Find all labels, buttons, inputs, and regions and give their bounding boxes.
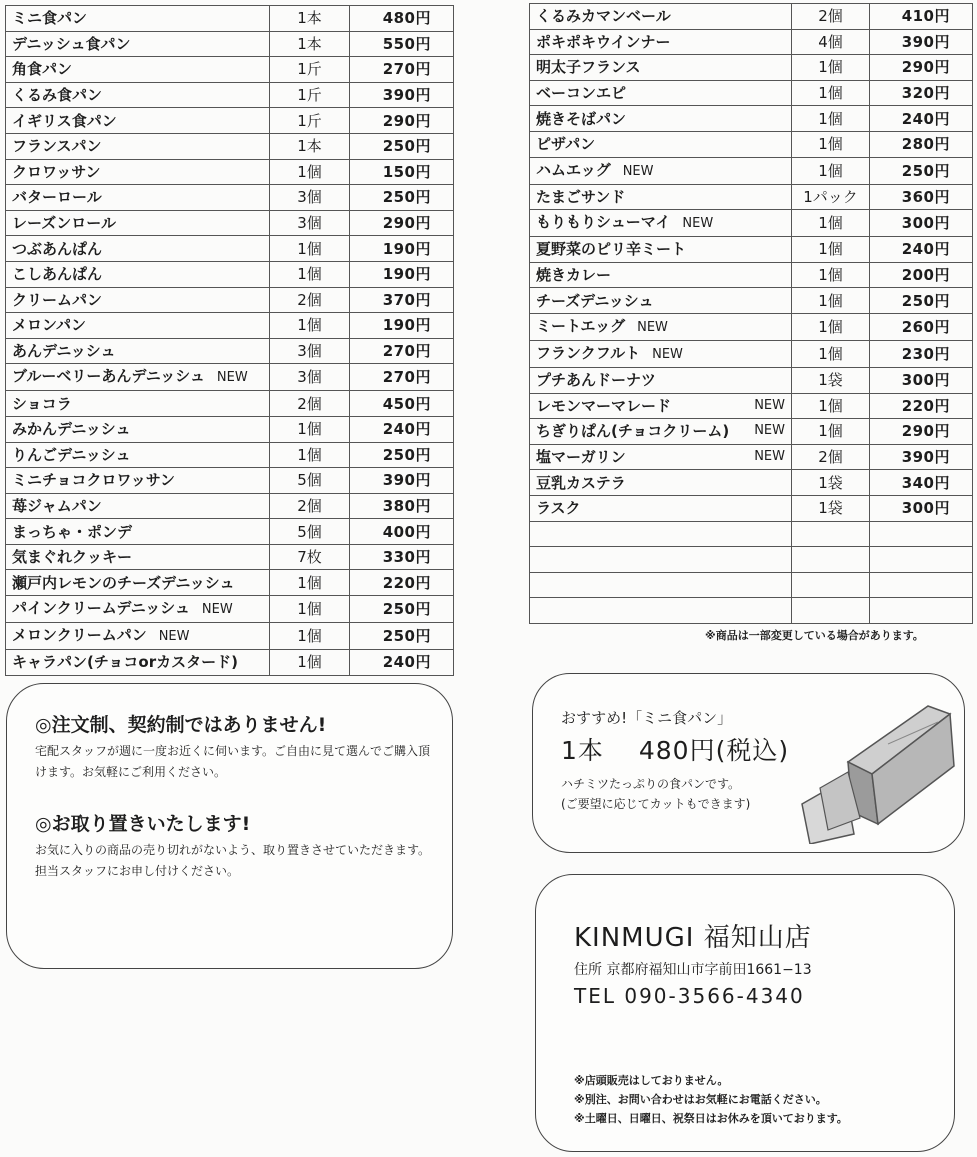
new-badge: NEW [622, 163, 654, 179]
item-name-cell [530, 393, 792, 419]
item-name-cell [6, 468, 270, 494]
new-badge: NEW [754, 449, 785, 465]
item-price: 240円 [350, 650, 454, 676]
item-name: ハムエッグ [536, 160, 611, 179]
item-price: 390円 [350, 82, 454, 108]
item-quantity: 1本 [270, 6, 350, 32]
item-name-cell [530, 444, 792, 470]
item-name-cell [530, 237, 792, 263]
item-name: プチあんドーナツ [536, 371, 656, 390]
table-row [530, 340, 973, 367]
item-name: まっちゃ・ポンデ [12, 522, 133, 541]
promo-title: おすすめ!「ミニ食パン」 [561, 709, 733, 727]
item-name: レモンマーマレード [536, 396, 672, 415]
item-name-cell [530, 367, 792, 393]
item-price: 320円 [870, 80, 973, 106]
item-price [870, 572, 973, 598]
item-price: 240円 [870, 106, 973, 132]
item-quantity: 5個 [270, 519, 350, 545]
item-quantity: 1斤 [270, 82, 350, 108]
item-quantity [792, 547, 870, 573]
item-quantity: 3個 [270, 185, 350, 211]
table-row [6, 442, 454, 468]
table-row [530, 157, 973, 184]
table-row [6, 493, 454, 519]
new-badge: NEW [201, 602, 233, 618]
item-name-cell [530, 210, 792, 237]
table-row [6, 391, 454, 417]
table-row [6, 596, 454, 623]
item-name-cell [6, 159, 270, 185]
item-price: 380円 [350, 493, 454, 519]
item-quantity: 1個 [792, 419, 870, 445]
item-name-cell [530, 80, 792, 106]
item-name: レーズンロール [12, 214, 116, 233]
item-name-cell [6, 570, 270, 596]
item-price [870, 547, 973, 573]
item-name-cell [530, 4, 792, 30]
table-row [6, 133, 454, 159]
table-row [530, 55, 973, 81]
item-name-cell [6, 82, 270, 108]
item-name: メロンクリームパン [12, 626, 147, 645]
item-quantity: 1個 [792, 106, 870, 132]
table-row [6, 108, 454, 134]
promo-box [532, 673, 965, 853]
item-quantity: 1個 [792, 313, 870, 340]
item-quantity: 1個 [270, 442, 350, 468]
item-price: 190円 [350, 236, 454, 262]
item-quantity: 1袋 [792, 470, 870, 496]
table-row [530, 80, 973, 106]
item-price: 230円 [870, 340, 973, 367]
table-row [530, 237, 973, 263]
item-name: ショコラ [12, 394, 72, 413]
item-price: 480円 [350, 6, 454, 32]
item-name: バターロール [12, 188, 102, 207]
item-name-cell [6, 108, 270, 134]
item-name: ミニチョコクロワッサン [12, 471, 176, 490]
right-menu-table [529, 3, 973, 624]
item-price: 290円 [870, 419, 973, 445]
item-name: 明太子フランス [536, 58, 641, 77]
item-price: 290円 [350, 108, 454, 134]
item-name-cell [6, 416, 270, 442]
table-row [530, 262, 973, 288]
item-price: 250円 [350, 133, 454, 159]
table-row [6, 519, 454, 545]
table-row [6, 261, 454, 287]
item-name-cell [530, 495, 792, 521]
item-price: 260円 [870, 313, 973, 340]
item-quantity: 1個 [792, 131, 870, 157]
item-name: あんデニッシュ [12, 342, 116, 361]
item-quantity: 1本 [270, 133, 350, 159]
order-heading-reserve: ◎お取り置きいたします! [35, 813, 251, 835]
item-price: 150円 [350, 159, 454, 185]
item-price: 220円 [870, 393, 973, 419]
item-name-cell [6, 31, 270, 57]
item-name-cell [6, 287, 270, 313]
item-price: 270円 [350, 364, 454, 391]
item-name-cell [6, 6, 270, 32]
item-name-cell [530, 419, 792, 445]
item-quantity: 1個 [270, 313, 350, 339]
item-price: 200円 [870, 262, 973, 288]
item-quantity: 1個 [270, 596, 350, 623]
item-quantity: 1個 [270, 650, 350, 676]
item-name: たまごサンド [536, 187, 626, 206]
table-row [530, 598, 973, 624]
table-row [6, 159, 454, 185]
item-name: ラスク [536, 499, 581, 518]
table-row [530, 572, 973, 598]
table-row [530, 393, 973, 419]
item-name: 角食パン [12, 60, 73, 79]
item-price: 270円 [350, 57, 454, 83]
item-price: 550円 [350, 31, 454, 57]
item-price: 360円 [870, 184, 973, 210]
table-row [6, 6, 454, 32]
item-name: デニッシュ食パン [12, 34, 131, 53]
item-price: 220円 [350, 570, 454, 596]
table-row [6, 364, 454, 391]
item-quantity: 4個 [792, 29, 870, 55]
table-row [530, 495, 973, 521]
shop-info-box [535, 874, 955, 1152]
item-name: くるみカマンベール [536, 7, 671, 26]
item-quantity: 1斤 [270, 57, 350, 83]
item-name-cell [6, 442, 270, 468]
item-price: 410円 [870, 4, 973, 30]
table-row [6, 650, 454, 676]
new-badge: NEW [652, 346, 683, 362]
promo-desc: ハチミツたっぷりの食パンです。 [561, 777, 741, 791]
item-name-cell [530, 340, 792, 367]
item-name: ピザパン [536, 135, 596, 154]
item-price: 270円 [350, 338, 454, 364]
item-name-cell [6, 650, 270, 676]
item-name-cell [530, 106, 792, 132]
table-row [6, 236, 454, 262]
bread-loaf-image [788, 684, 958, 844]
item-quantity: 1袋 [792, 367, 870, 393]
item-name-cell [530, 157, 792, 184]
table-row [530, 419, 973, 445]
item-name-cell [530, 131, 792, 157]
item-name: りんごデニッシュ [12, 445, 131, 464]
item-name: チーズデニッシュ [536, 291, 654, 310]
item-name-cell [530, 470, 792, 496]
item-name: ブルーベリーあんデニッシュ [12, 367, 205, 386]
item-name-cell [530, 313, 792, 340]
promo-price: 1本 480円(税込) [561, 736, 790, 765]
item-name-cell [530, 29, 792, 55]
item-name-cell [6, 236, 270, 262]
item-price: 250円 [350, 596, 454, 623]
item-quantity: 1個 [792, 210, 870, 237]
item-name-cell [530, 521, 792, 547]
item-name: 苺ジャムパン [12, 496, 102, 515]
item-name: フランクフルト [536, 343, 641, 362]
item-name-cell [6, 493, 270, 519]
order-info-box [6, 683, 453, 969]
item-name-cell [6, 57, 270, 83]
item-name: メロンパン [12, 316, 86, 335]
item-price: 250円 [870, 157, 973, 184]
item-price: 300円 [870, 495, 973, 521]
table-row [530, 313, 973, 340]
table-row [530, 521, 973, 547]
item-quantity: 1個 [792, 288, 870, 314]
table-row [6, 313, 454, 339]
left-menu-table [5, 5, 454, 676]
new-badge: NEW [637, 319, 668, 335]
item-price: 300円 [870, 210, 973, 237]
item-quantity: 1個 [270, 570, 350, 596]
item-price: 250円 [350, 623, 454, 650]
item-name: 瀬戸内レモンのチーズデニッシュ [12, 573, 235, 592]
item-name-cell [530, 572, 792, 598]
item-price: 250円 [350, 442, 454, 468]
item-name: イギリス食パン [12, 111, 117, 130]
item-price: 290円 [350, 210, 454, 236]
table-row [530, 470, 973, 496]
order-text-reserve: お気に入りの商品の売り切れがないよう、取り置きさせていただきます。担当スタッフにお申し付けください。 [35, 843, 431, 878]
item-price: 390円 [870, 29, 973, 55]
item-quantity [792, 521, 870, 547]
item-quantity: 2個 [270, 287, 350, 313]
item-quantity: 3個 [270, 364, 350, 391]
item-name: ミートエッグ [536, 316, 626, 335]
shop-name: KINMUGI 福知山店 [574, 923, 812, 953]
new-badge: NEW [754, 423, 785, 439]
product-change-note: ※商品は一部変更している場合があります。 [705, 629, 924, 642]
item-name-cell [6, 544, 270, 570]
shop-notes [574, 1071, 848, 1128]
item-price: 300円 [870, 367, 973, 393]
item-price: 240円 [870, 237, 973, 263]
item-quantity: 1個 [792, 157, 870, 184]
item-name: ポキポキウインナー [536, 32, 671, 51]
item-price: 340円 [870, 470, 973, 496]
table-row [6, 416, 454, 442]
item-name: つぶあんぱん [12, 239, 103, 258]
new-badge: NEW [216, 370, 248, 386]
item-name-cell [6, 261, 270, 287]
table-row [530, 106, 973, 132]
item-name: ちぎりぱん(チョコクリーム) [536, 422, 730, 441]
item-name: 塩マーガリン [536, 448, 626, 467]
item-quantity: 1斤 [270, 108, 350, 134]
item-name: 焼きそばパン [536, 109, 627, 128]
shop-note-holidays: ※土曜日、日曜日、祝祭日はお休みを頂いております。 [574, 1112, 848, 1125]
item-name-cell [530, 598, 792, 624]
item-price: 250円 [870, 288, 973, 314]
shop-note-call: ※別注、お問い合わせはお気軽にお電話ください。 [574, 1093, 827, 1106]
item-name-cell [530, 184, 792, 210]
table-row [6, 544, 454, 570]
shop-note-no-store-sales: ※店頭販売はしておりません。 [574, 1074, 729, 1087]
item-name: くるみ食パン [12, 86, 103, 105]
table-row [6, 57, 454, 83]
item-quantity: 1個 [792, 55, 870, 81]
item-price: 390円 [870, 444, 973, 470]
item-price: 190円 [350, 261, 454, 287]
table-row [6, 31, 454, 57]
item-quantity: 1袋 [792, 495, 870, 521]
item-name-cell [6, 210, 270, 236]
item-name: 夏野菜のピリ辛ミート [536, 240, 687, 259]
item-quantity: 1パック [792, 184, 870, 210]
shop-address: 住所 京都府福知山市字前田1661−13 [574, 962, 812, 978]
table-row [530, 547, 973, 573]
item-quantity: 1個 [270, 236, 350, 262]
promo-cut-note: (ご要望に応じてカットもできます) [561, 797, 751, 811]
item-quantity: 1本 [270, 31, 350, 57]
item-name: 豆乳カステラ [536, 473, 626, 492]
new-badge: NEW [754, 397, 785, 413]
item-price: 390円 [350, 468, 454, 494]
new-badge: NEW [682, 216, 714, 232]
new-badge: NEW [158, 629, 190, 645]
item-name: みかんデニッシュ [12, 420, 131, 439]
item-price: 250円 [350, 185, 454, 211]
item-name: 気まぐれクッキー [12, 548, 133, 567]
item-price [870, 521, 973, 547]
table-row [6, 468, 454, 494]
item-price: 280円 [870, 131, 973, 157]
item-quantity: 1個 [270, 261, 350, 287]
item-name-cell [6, 596, 270, 623]
table-row [530, 367, 973, 393]
item-quantity: 2個 [792, 444, 870, 470]
table-row [6, 623, 454, 650]
table-row [530, 29, 973, 55]
item-price: 370円 [350, 287, 454, 313]
table-row [6, 287, 454, 313]
item-name-cell [6, 133, 270, 159]
item-quantity: 1個 [792, 80, 870, 106]
order-heading-no-contract: ◎注文制、契約制ではありません! [35, 714, 327, 736]
item-price [870, 598, 973, 624]
item-name-cell [6, 185, 270, 211]
item-name-cell [6, 364, 270, 391]
table-row [6, 185, 454, 211]
table-row [6, 82, 454, 108]
table-row [6, 210, 454, 236]
item-quantity: 2個 [270, 493, 350, 519]
item-quantity: 1個 [792, 262, 870, 288]
order-text-delivery: 宅配スタッフが週に一度お近くに伺います。ご自由に見て選んでご購入頂けます。お気軽にご利用ください。 [35, 744, 431, 779]
item-name-cell [530, 262, 792, 288]
table-row [6, 570, 454, 596]
item-name: クロワッサン [12, 162, 101, 181]
item-name: 焼きカレー [536, 266, 612, 285]
item-name: ベーコンエピ [536, 84, 627, 103]
table-row [530, 288, 973, 314]
item-name-cell [6, 623, 270, 650]
item-name: クリームパン [12, 290, 103, 309]
item-quantity: 3個 [270, 210, 350, 236]
item-quantity [792, 598, 870, 624]
item-name: パインクリームデニッシュ [12, 599, 190, 618]
item-price: 400円 [350, 519, 454, 545]
item-quantity: 1個 [270, 416, 350, 442]
table-row [530, 210, 973, 237]
item-quantity: 1個 [270, 623, 350, 650]
item-price: 450円 [350, 391, 454, 417]
item-name-cell [530, 55, 792, 81]
table-row [6, 338, 454, 364]
item-name-cell [6, 313, 270, 339]
table-row [530, 4, 973, 30]
item-quantity: 5個 [270, 468, 350, 494]
item-quantity: 1個 [792, 237, 870, 263]
table-row [530, 131, 973, 157]
item-price: 240円 [350, 416, 454, 442]
item-name-cell [6, 391, 270, 417]
item-quantity: 2個 [792, 4, 870, 30]
item-quantity: 1個 [792, 340, 870, 367]
item-price: 190円 [350, 313, 454, 339]
item-name: ミニ食パン [12, 9, 88, 28]
item-quantity: 7枚 [270, 544, 350, 570]
item-name-cell [530, 547, 792, 573]
shop-phone: TEL 090-3566-4340 [574, 984, 805, 1008]
item-name-cell [6, 519, 270, 545]
item-name-cell [530, 288, 792, 314]
item-price: 290円 [870, 55, 973, 81]
table-row [530, 444, 973, 470]
item-name: もりもりシューマイ [536, 213, 671, 232]
item-quantity: 1個 [792, 393, 870, 419]
item-quantity: 2個 [270, 391, 350, 417]
table-row [530, 184, 973, 210]
item-quantity: 3個 [270, 338, 350, 364]
item-name-cell [6, 338, 270, 364]
item-name: フランスパン [12, 137, 102, 156]
item-name: キャラパン(チョコorカスタード) [12, 653, 238, 672]
item-name: こしあんぱん [12, 265, 103, 284]
item-quantity [792, 572, 870, 598]
item-quantity: 1個 [270, 159, 350, 185]
item-price: 330円 [350, 544, 454, 570]
